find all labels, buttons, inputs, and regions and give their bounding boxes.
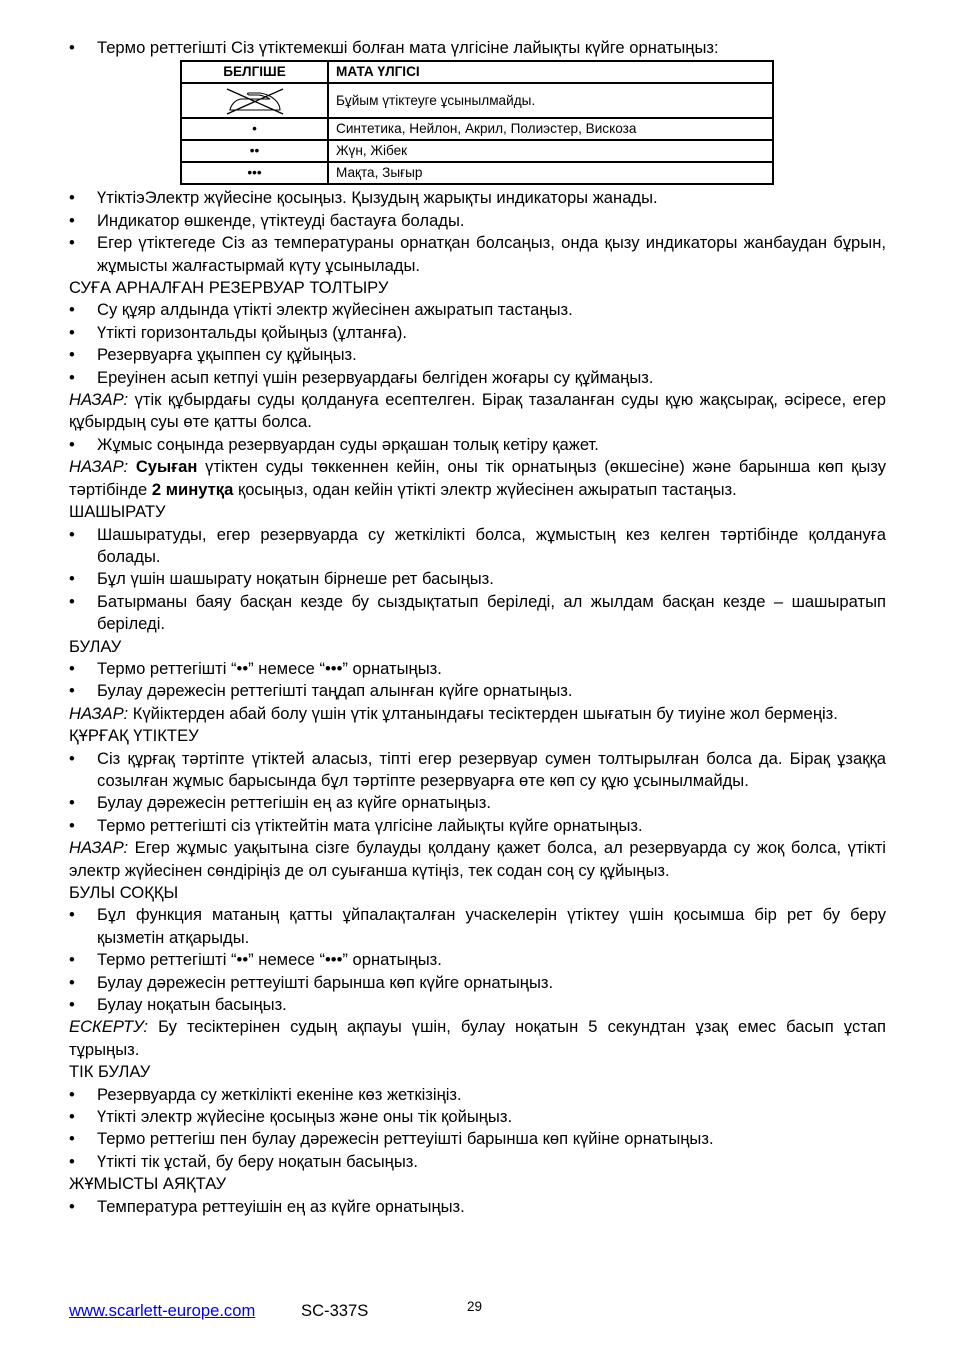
list-item: • Булау ноқатын басыңыз.: [69, 994, 886, 1016]
page-content: [69, 37, 886, 1218]
list-item: • Үтікті горизонтальды қойыңыз (ұлтанға).: [69, 322, 886, 344]
page-number: 29: [467, 1299, 483, 1314]
note-label: НАЗАР:: [69, 390, 129, 410]
list-item: • Булау дәрежесін реттегішін ең аз күйге орнатыңыз.: [69, 792, 886, 814]
table-cell-fabric: Мақта, Зығыр: [328, 162, 773, 184]
note-text: үтіктен суды төккеннен кейін, оны тік орнатыңыз (өкшесіне) және барынша көп қызу тәртібінде: [69, 457, 886, 499]
table-cell-symbol: •••: [181, 162, 328, 184]
note-text: қосыңыз, одан кейін үтікті электр жүйесінен ажыратып тастаңыз.: [237, 479, 737, 499]
list-item: • Сіз құрғақ тәртіпте үтіктей аласыз, тіпті егер резервуар сумен толтырылған болса да. Бірақ ұзаққа созылған жұмыс барысында бұл тәртіпте резервуарға өте көп су құю ұсынылмайды.: [69, 748, 886, 793]
list-item: • Жұмыс соңында резервуардан суды әрқашан толық кетіру қажет.: [69, 434, 886, 456]
page-footer: [69, 1299, 886, 1325]
section-heading-dry: ҚҰРҒАҚ ҮТІКТЕУ: [69, 726, 199, 746]
table-cell-symbol: •: [181, 118, 328, 140]
note-label: НАЗАР:: [69, 703, 129, 723]
note-text: Егер жұмыс уақытына сізге булауды қолдану қажет болса, ал резервуарда су жоқ болса, үтікті электр жүйесінен сөндіріңіз де ол суығанша күтіңіз, тек содан соң су құйыңыз.: [69, 838, 886, 880]
table-row: [181, 140, 773, 162]
list-item: • Шашыратуды, егер резервуарда су жеткілікті болса, жұмыстың кез келген тәртібінде қолдануға болады.: [69, 524, 886, 569]
list-item: • Термо реттегішті сіз үтіктейтін мата үлгісіне лайықты күйге орнатыңыз.: [69, 815, 886, 837]
note-paragraph: [69, 837, 886, 882]
section-heading-spray: ШАШЫРАТУ: [69, 502, 166, 522]
section-heading-finish: ЖҰМЫСТЫ АЯҚТАУ: [69, 1174, 227, 1194]
table-cell-fabric: Бұйым үтіктеуге ұсынылмайды.: [328, 83, 773, 118]
website-link[interactable]: www.scarlett-europe.com: [69, 1301, 256, 1320]
intro-item: • Термо реттегішті Сіз үтіктемекші болған мата үлгісіне лайықты күйге орнатыңыз:: [69, 37, 886, 59]
list-item: • Термо реттегішті “••” немесе “•••” орнатыңыз.: [69, 658, 886, 680]
note-label: ЕСКЕРТУ:: [69, 1017, 149, 1037]
fabric-table: [180, 60, 774, 185]
list-item: • Бұл функция матаның қатты ұйпалақталған учаскелерін үтіктеу үшін қосымша бір рет бу беру қызметін атқарыды.: [69, 904, 886, 949]
list-item: • Термо реттегішті “••” немесе “•••” орнатыңыз.: [69, 949, 886, 971]
list-item: • Резервуарда су жеткілікті екеніне көз жеткізіңіз.: [69, 1084, 886, 1106]
header-symbol: БЕЛГІШЕ: [181, 61, 328, 83]
note-paragraph: [69, 703, 886, 725]
section-heading-steam: БУЛАУ: [69, 636, 122, 656]
list-item: • Резервуарға ұқыппен су құйыңыз.: [69, 344, 886, 366]
section-heading-vertical: ТІК БУЛАУ: [69, 1062, 151, 1082]
list-item: • ҮтіктіэЭлектр жүйесіне қосыңыз. Қызудың жарықты индикаторы жанады.: [69, 187, 886, 209]
list-item: • Үтікті тік ұстай, бу беру ноқатын басыңыз.: [69, 1151, 886, 1173]
list-item: • Егер үтіктегеде Сіз аз температураны орнатқан болсаңыз, онда қызу индикаторы жанбаудан бұрын, жұмысты жалғастырмай күту ұсынылады.: [69, 232, 886, 277]
note-label: НАЗАР:: [69, 838, 129, 858]
list-item: • Температура реттеуішін ең аз күйге орнатыңыз.: [69, 1196, 886, 1218]
table-row: [181, 118, 773, 140]
no-ironing-icon: [224, 86, 286, 116]
list-item: • Батырманы баяу басқан кезде бу сыздықтатып беріледі, ал жылдам басқан кезде – шашыратып беріледі.: [69, 591, 886, 636]
model-number: SC-337S: [301, 1301, 369, 1320]
section-heading-burst: БУЛЫ СОҚҚЫ: [69, 883, 179, 902]
table-row: [181, 83, 773, 118]
list-item: • Булау дәрежесін реттегішті таңдап алынған күйге орнатыңыз.: [69, 680, 886, 702]
table-row: [181, 162, 773, 184]
list-item: • Булау дәрежесін реттеуішті барынша көп күйге орнатыңыз.: [69, 972, 886, 994]
section-heading-water: СУҒА АРНАЛҒАН РЕЗЕРВУАР ТОЛТЫРУ: [69, 278, 389, 298]
note-bold: Суыған: [135, 457, 198, 477]
list-item: • Үтікті электр жүйесіне қосыңыз және оны тік қойыңыз.: [69, 1106, 886, 1128]
note-paragraph: [69, 389, 886, 434]
list-item: • Ереуінен асып кетпуі үшін резервуардағы белгіден жоғары су құймаңыз.: [69, 367, 886, 389]
table-cell-fabric: Синтетика, Нейлон, Акрил, Полиэстер, Вискоза: [328, 118, 773, 140]
list-item: • Термо реттегіш пен булау дәрежесін реттеуішті барынша көп күйіне орнатыңыз.: [69, 1128, 886, 1150]
list-item: • Индикатор өшкенде, үтіктеуді бастауға болады.: [69, 210, 886, 232]
note-bold: 2 минутқа: [151, 479, 234, 499]
note-paragraph: [69, 1016, 886, 1061]
note-text: Күйіктерден абай болу үшін үтік ұлтанындағы тесіктерден шығатын бу тиуіне жол бермеңіз.: [132, 703, 838, 723]
list-item: • Су құяр алдында үтікті электр жүйесінен ажыратып тастаңыз.: [69, 299, 886, 321]
table-header-row: [181, 61, 773, 83]
table-cell-symbol: [181, 83, 328, 118]
note-text: Бу тесіктерінен судың ақпауы үшін, булау ноқатын 5 секундтан ұзақ емес басып ұстап тұрыңыз.: [69, 1017, 886, 1059]
table-cell-fabric: Жүн, Жібек: [328, 140, 773, 162]
note-label: НАЗАР:: [69, 457, 129, 477]
table-cell-symbol: ••: [181, 140, 328, 162]
header-fabric: МАТА ҮЛГІСІ: [328, 61, 773, 83]
note-paragraph: [69, 456, 886, 501]
list-item: • Бұл үшін шашырату ноқатын бірнеше рет басыңыз.: [69, 568, 886, 590]
note-text: үтік құбырдағы суды қолдануға есептелген. Бірақ тазаланған суды құю жақсырақ, әсіресе, егер құбырдың суы өте қатты болса.: [69, 390, 886, 432]
